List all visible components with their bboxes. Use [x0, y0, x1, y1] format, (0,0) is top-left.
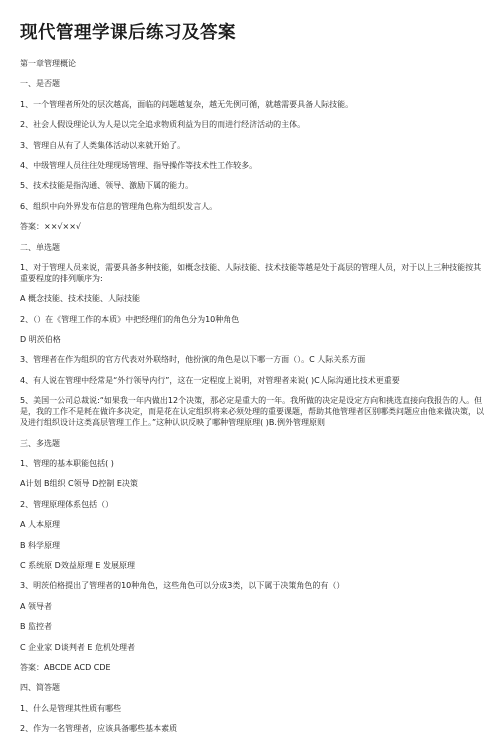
answer-option: C 企业家 D谈判者 E 危机处理者	[20, 642, 135, 652]
paragraph: 1、什么是管理其性质有哪些	[20, 703, 122, 713]
paragraph: 4、中级管理人员往往处理现场管理、指导操作等技术性工作较多。	[20, 160, 258, 170]
paragraph: 1、一个管理者所处的层次越高，面临的问题越复杂，越无先例可循，就越需要具备人际技能。	[20, 99, 354, 109]
paragraph: 5、技术技能是指沟通、领导、激励下属的能力。	[20, 181, 194, 191]
paragraph: 2、作为一名管理者，应该具备哪些基本素质	[20, 724, 178, 734]
answer-option: C 系统原 D效益原理 E 发展原理	[20, 560, 135, 570]
answer-option: A 概念技能、技术技能、人际技能	[20, 294, 141, 304]
paragraph: 3、明茨伯格提出了管理者的10种角色，这些角色可以分成3类，以下属于决策角色的有（）	[20, 581, 345, 591]
section-heading: 四、简答题	[20, 683, 60, 693]
paragraph: 2、管理原理体系包括（）	[20, 499, 114, 509]
answer-option: B 科学原理	[20, 540, 61, 550]
answer-option: B 监控者	[20, 622, 53, 632]
paragraph: 3、管理自从有了人类集体活动以来就开始了。	[20, 140, 186, 150]
paragraph: 2、（）在《管理工作的本质》中把经理们的角色分为10种角色	[20, 314, 240, 324]
section-heading: 二、单选题	[20, 242, 60, 252]
answer-option: D 明茨伯格	[20, 335, 61, 345]
answer-option: A 领导者	[20, 601, 53, 611]
section-heading: 一、是否题	[20, 79, 60, 89]
paragraph: 3、管理者在作为组织的官方代表对外联络时，他扮演的角色是以下哪一方面（）。C 人际关系方面	[20, 355, 366, 365]
answer-option: A计划 B组织 C领导 D控制 E决策	[20, 479, 138, 489]
paragraph: 2、社会人假设理论认为人是以完全追求物质利益为目的而进行经济活动的主体。	[20, 120, 306, 130]
paragraph: 5、美国一公司总裁说:“如果我一年内做出12个决策，那必定是重大的一年。我所做的决定是设定方向和挑选直接向我报告的人。但是，我的工作不是耗在做许多决定，而是花在认定组织将来必须处理的重要课题，帮助其他管理者区别哪类问题应由他来做决策，以及进行组织设计这类高层管理工作上。”这种认识反映了哪种管理原理( )B.例外管理原则	[20, 396, 484, 428]
paragraph: 6、组织中向外界发布信息的管理角色称为组织发言人。	[20, 201, 218, 211]
paragraph: 1、对于管理人员来说，需要具备多种技能，如概念技能、人际技能、技术技能等越是处于高层的管理人员，对于以上三种技能按其重要程度的排列顺序为:	[20, 262, 482, 283]
chapter-heading: 第一章管理概论	[20, 59, 76, 68]
answer-option: A 人本原理	[20, 520, 61, 530]
paragraph: 4、有人说在管理中经常是“外行领导内行”，这在一定程度上说明，对管理者来说( )C人际沟通比技术更重要	[20, 375, 400, 385]
answer-line: 答案：××√××√	[20, 222, 82, 232]
document-body	[20, 58, 486, 734]
document-title: 现代管理学课后练习及答案	[20, 23, 236, 43]
paragraph: 1、管理的基本职能包括( )	[20, 459, 114, 469]
answer-line: 答案：ABCDE ACD CDE	[20, 662, 111, 672]
section-heading: 三、多选题	[20, 438, 60, 448]
